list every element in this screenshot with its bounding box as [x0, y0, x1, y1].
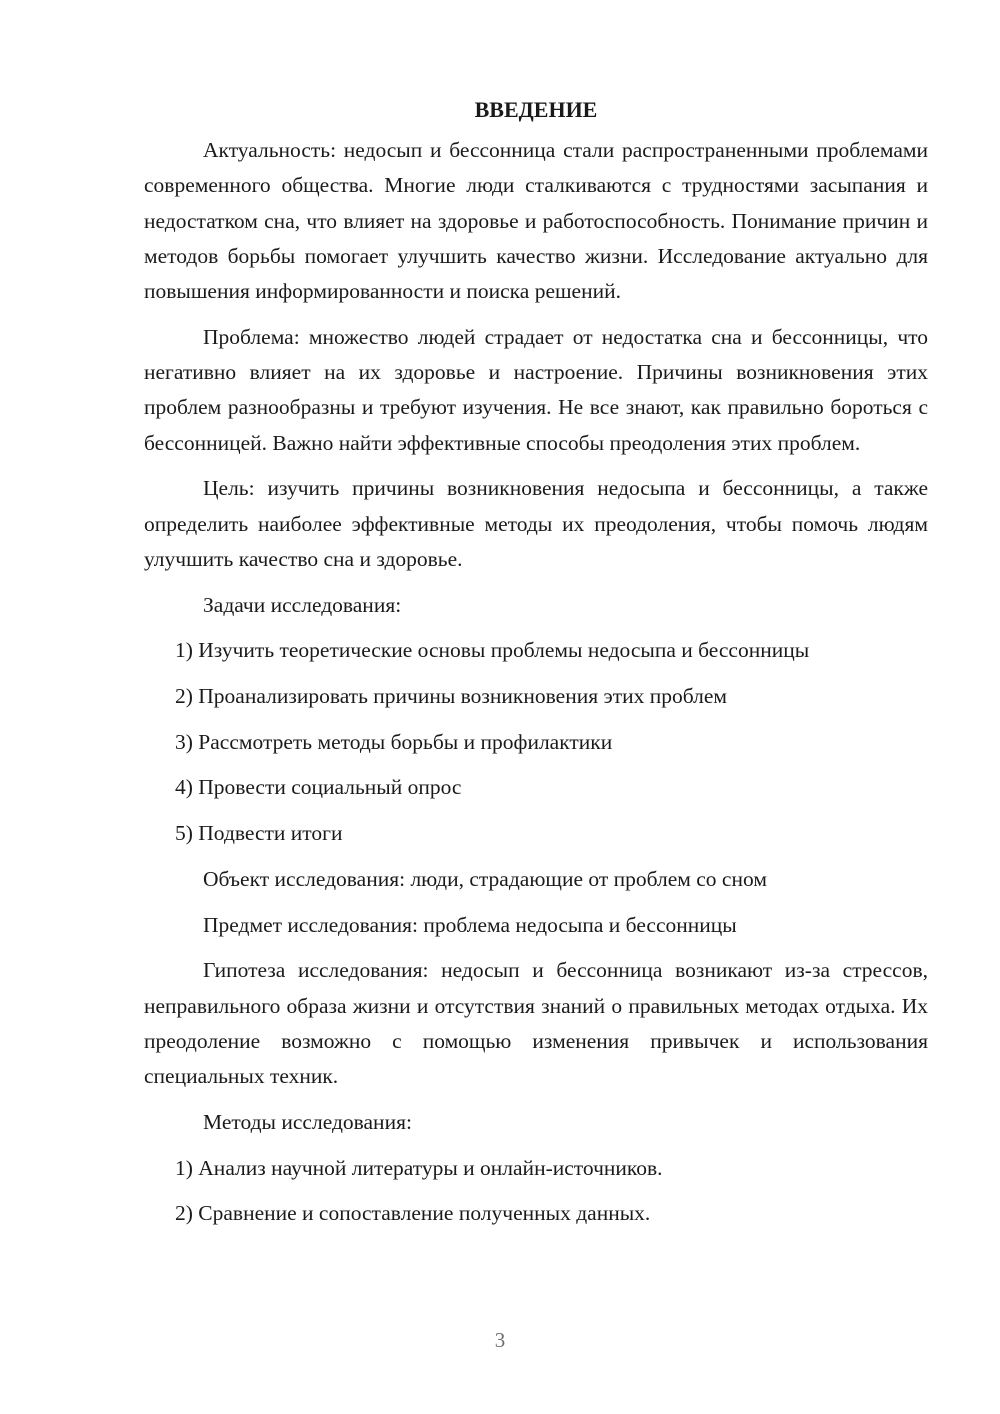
task-item: 5) Подвести итоги — [175, 821, 343, 846]
problem-paragraph: Проблема: множество людей страдает от недостатка сна и бессонницы, что негативно влияет на их здоровье и настроение. Причины возникновения этих проблем разнообразны и требуют изучения. Не все знают, как правильно бороться с бессонницей. Важно найти эффективные способы преодоления этих проблем. — [144, 324, 928, 455]
page-number: 3 — [494, 1328, 506, 1352]
method-item: 1) Анализ научной литературы и онлайн-источников. — [175, 1155, 663, 1180]
research-subject: Предмет исследования: проблема недосыпа и бессонницы — [203, 912, 737, 937]
goal-paragraph: Цель: изучить причины возникновения недосыпа и бессонницы, а также определить наиболее эффективные методы их преодоления, чтобы помочь людям улучшить качество сна и здоровье. — [144, 476, 928, 572]
task-item: 3) Рассмотреть методы борьбы и профилактики — [175, 729, 613, 754]
relevance-paragraph: Актуальность: недосып и бессонница стали распространенными проблемами современного общества. Многие люди сталкиваются с трудностями засыпания и недостатком сна, что влияет на здоровье и работоспособность. Понимание причин и методов борьбы помогает улучшить качество жизни. Исследование актуально для повышения информированности и поиска решений. — [144, 138, 928, 304]
task-item: 1) Изучить теоретические основы проблемы недосыпа и бессонницы — [175, 638, 810, 663]
task-item: 4) Провести социальный опрос — [175, 775, 462, 800]
method-item: 2) Сравнение и сопоставление полученных данных. — [175, 1201, 651, 1226]
page-content — [144, 92, 928, 1242]
methods-label: Методы исследования: — [203, 1109, 412, 1134]
task-item: 2) Проанализировать причины возникновения этих проблем — [175, 684, 728, 709]
section-title: ВВЕДЕНИЕ — [474, 97, 598, 122]
tasks-label: Задачи исследования: — [203, 592, 402, 617]
hypothesis-paragraph: Гипотеза исследования: недосып и бессонница возникают из-за стрессов, неправильного образа жизни и отсутствия знаний о правильных методах отдыха. Их преодоление возможно с помощью изменения привычек и использования специальных техник. — [144, 958, 928, 1089]
research-object: Объект исследования: люди, страдающие от проблем со сном — [203, 866, 767, 891]
